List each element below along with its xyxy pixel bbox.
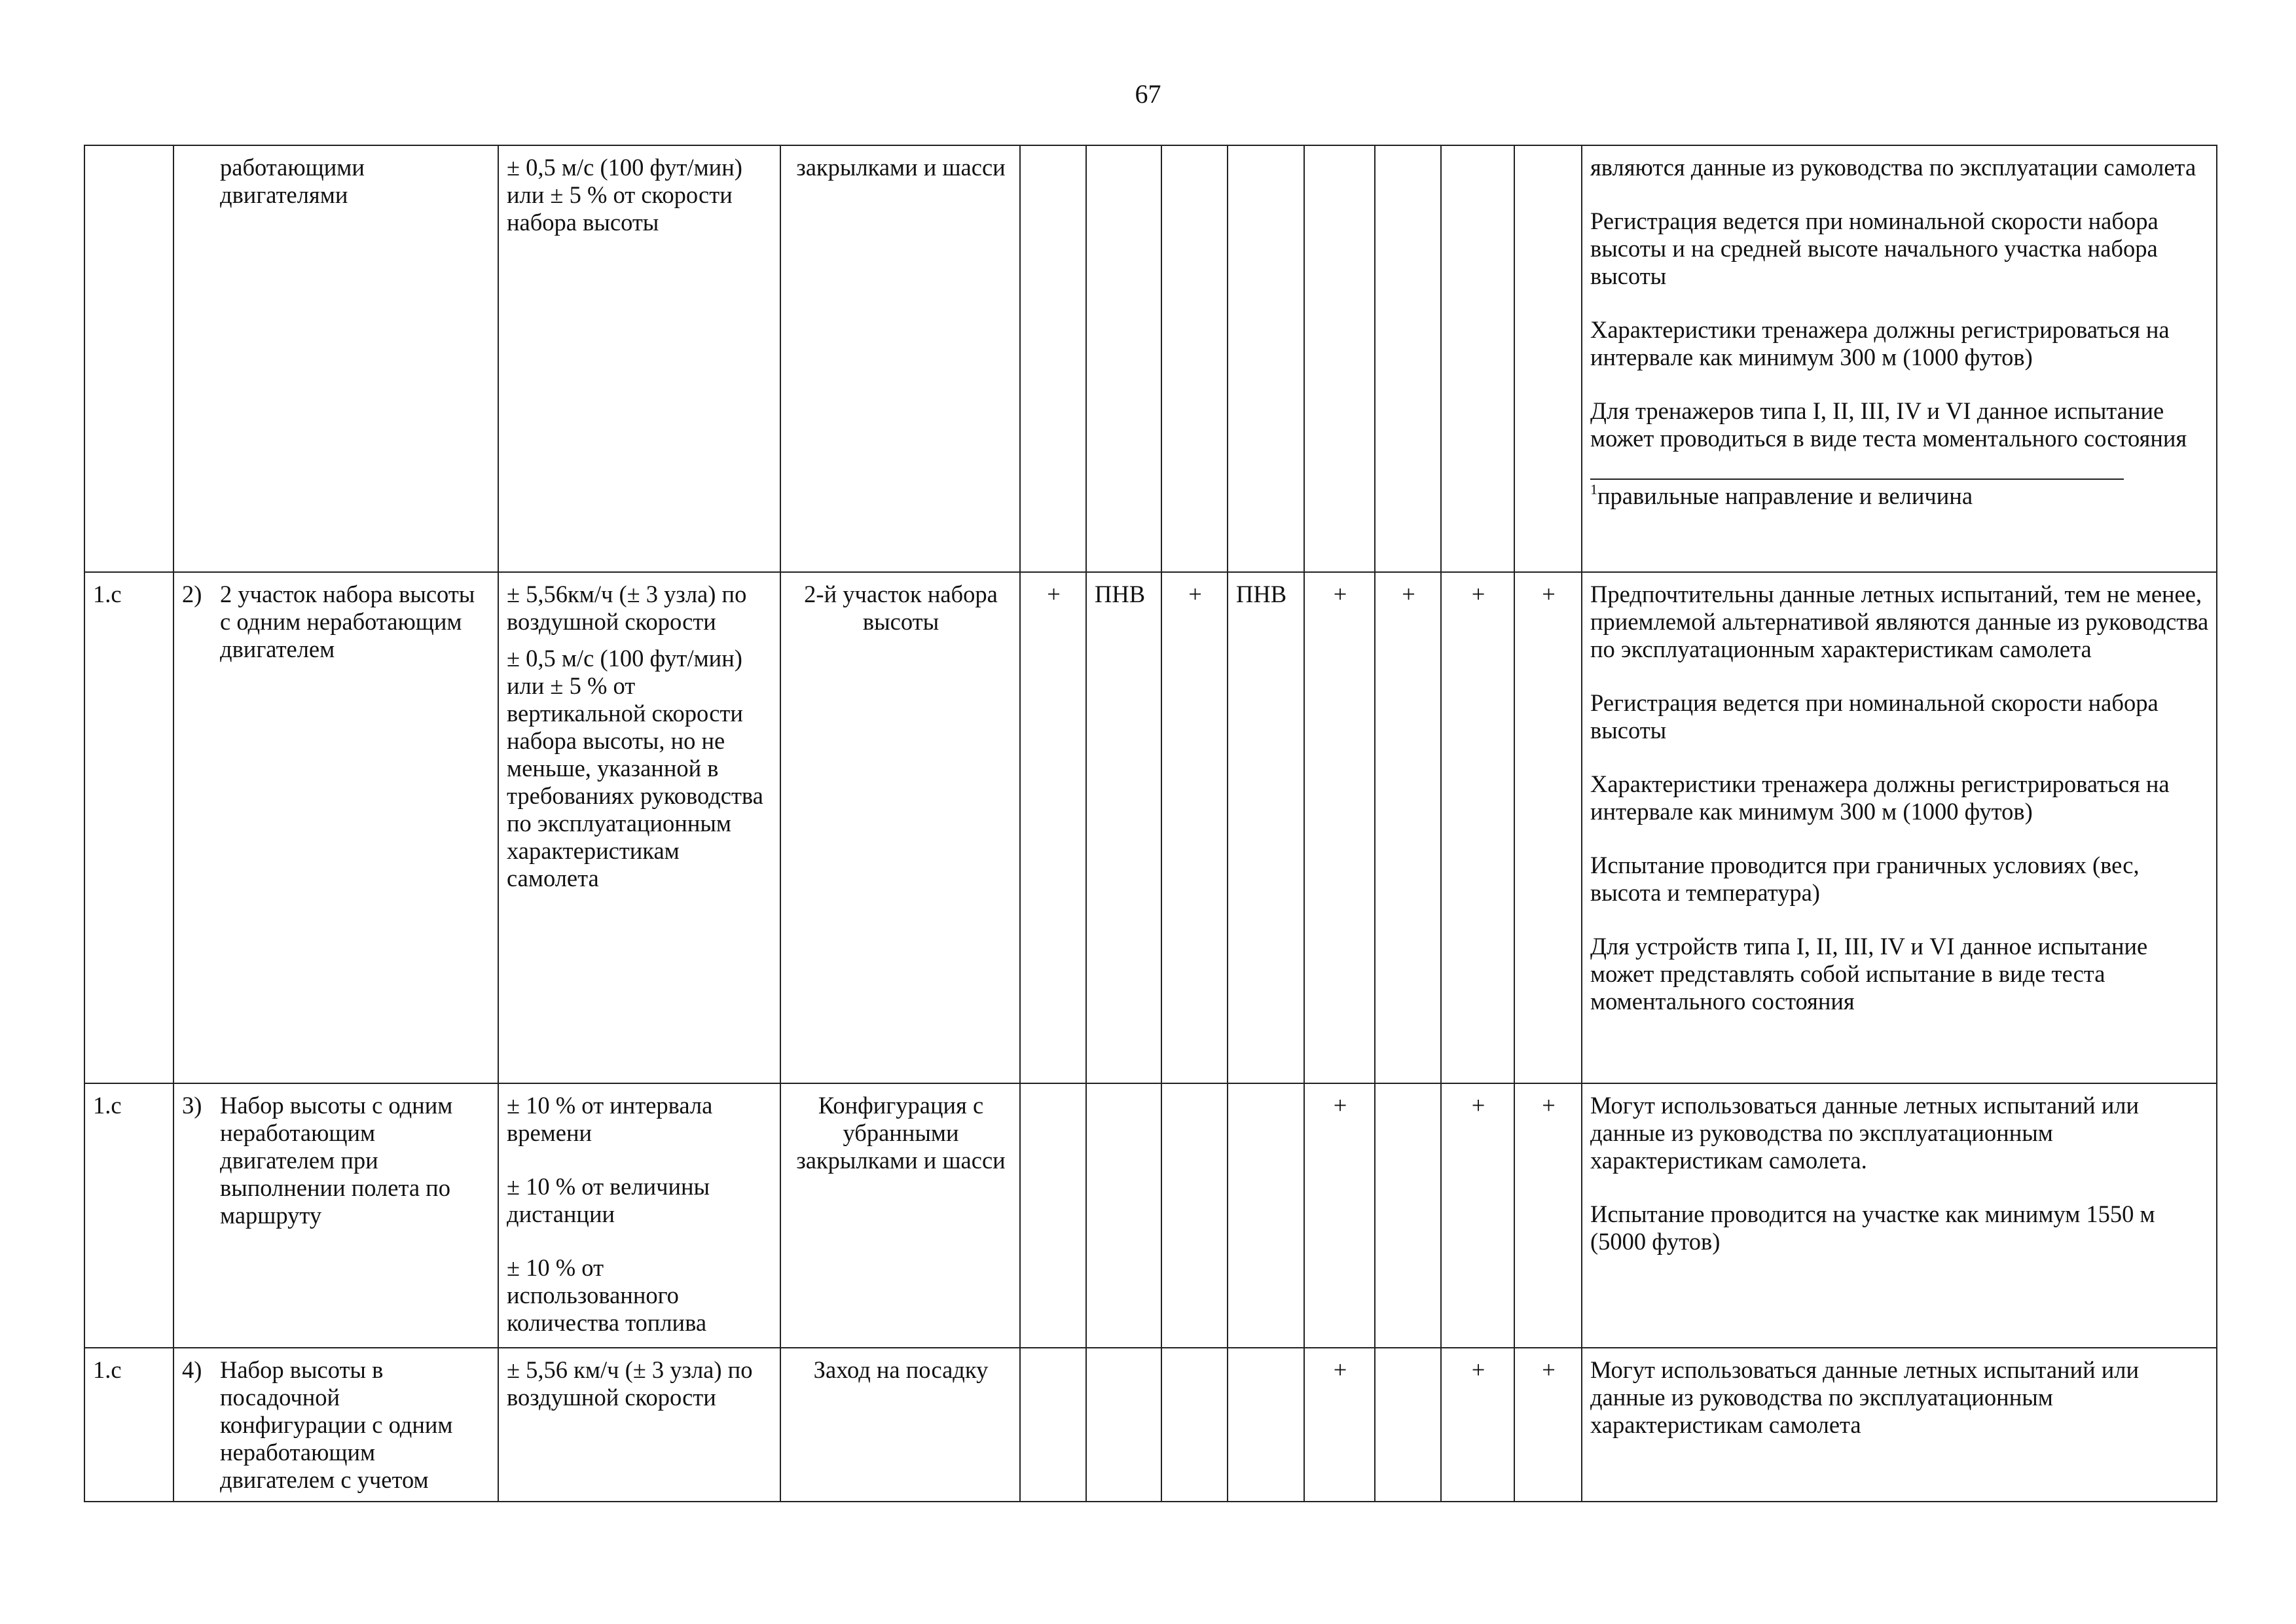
tolerance-text: ± 10 % от величины дистанции (507, 1173, 710, 1227)
note-text: Испытание проводится при граничных условиях (вес, высота и температура) (1590, 852, 2140, 906)
tolerance-text: ± 10 % от использованного количества топлива (507, 1254, 707, 1336)
mark-cell: + (1514, 1348, 1582, 1502)
mark-cell (1020, 1083, 1086, 1348)
mark-cell (1514, 145, 1582, 572)
mark-cell: + (1304, 572, 1375, 1083)
mark-cell (1375, 1348, 1441, 1502)
tolerance-cell (498, 572, 780, 1083)
mark-cell (1086, 1083, 1161, 1348)
mark-cell (1441, 145, 1514, 572)
page-number: 67 (1135, 79, 1161, 109)
note-text: Регистрация ведется при номинальной скорости набора высоты (1590, 689, 2159, 744)
test-name-cell (173, 1348, 498, 1502)
note-text: Характеристики тренажера должны регистрироваться на интервале как минимум 300 м (1000 футов) (1590, 770, 2170, 825)
test-name-cell (173, 145, 498, 572)
test-number: 4) (182, 1356, 202, 1383)
table-row (84, 572, 2217, 1083)
mark-cell (1228, 1083, 1304, 1348)
test-number: 2) (182, 581, 202, 607)
mark-cell (1228, 145, 1304, 572)
tolerance-text: ± 5,56 км/ч (± 3 узла) по воздушной скорости (507, 1356, 753, 1411)
note-text: Регистрация ведется при номинальной скорости набора высоты и на средней высоте начального участка набора высоты (1590, 208, 2159, 289)
notes-cell (1582, 1348, 2217, 1502)
footnote-mark: 1 (1590, 480, 1597, 497)
note-text: Могут использоваться данные летных испытаний или данные из руководства по эксплуатационным характеристикам самолета. (1590, 1092, 2140, 1174)
section-code-cell: 1.c (84, 1348, 173, 1502)
mark-cell: + (1304, 1083, 1375, 1348)
mark-cell (1161, 1083, 1228, 1348)
notes-cell (1582, 1083, 2217, 1348)
section-code-cell (84, 145, 173, 572)
test-name: Набор высоты с одним неработающим двигателем при выполнении полета по маршруту (220, 1092, 453, 1229)
tolerance-text: ± 10 % от интервала времени (507, 1092, 713, 1146)
tolerance-cell (498, 145, 780, 572)
conditions-cell: Заход на посадку (780, 1348, 1020, 1502)
section-code-cell: 1.c (84, 1083, 173, 1348)
mark-cell (1086, 145, 1161, 572)
mark-cell (1375, 1083, 1441, 1348)
mark-cell: + (1514, 572, 1582, 1083)
mark-cell (1086, 1348, 1161, 1502)
test-name: 2 участок набора высоты с одним неработающим двигателем (220, 581, 475, 662)
mark-cell: + (1020, 572, 1086, 1083)
mark-cell: + (1441, 572, 1514, 1083)
footnote-text: правильные направление и величина (1597, 482, 1973, 509)
conditions-cell: Конфигурация с убранными закрылками и шасси (780, 1083, 1020, 1348)
test-name-cell (173, 572, 498, 1083)
table-row (84, 1348, 2217, 1502)
mark-cell (1020, 145, 1086, 572)
notes-cell (1582, 145, 2217, 572)
mark-cell: + (1441, 1348, 1514, 1502)
table-row (84, 1083, 2217, 1348)
mark-cell: + (1375, 572, 1441, 1083)
test-number: 3) (182, 1092, 202, 1119)
note-text: Для устройств типа I, II, III, IV и VI данное испытание может представлять собой испытание в виде теста моментального состояния (1590, 933, 2148, 1015)
mark-cell: + (1514, 1083, 1582, 1348)
test-number (182, 154, 220, 209)
mark-cell (1375, 145, 1441, 572)
notes-cell (1582, 572, 2217, 1083)
mark-cell (1020, 1348, 1086, 1502)
note-text: Характеристики тренажера должны регистрироваться на интервале как минимум 300 м (1000 футов) (1590, 316, 2170, 370)
mark-cell (1228, 1348, 1304, 1502)
mark-cell (1161, 145, 1228, 572)
note-text: Испытание проводится на участке как минимум 1550 м (5000 футов) (1590, 1200, 2155, 1255)
mark-cell: ПНВ (1086, 572, 1161, 1083)
test-name-cell (173, 1083, 498, 1348)
note-text: Для тренажеров типа I, II, III, IV и VI данное испытание может проводиться в виде теста моментального состояния (1590, 397, 2187, 452)
tolerance-text: ± 0,5 м/с (100 фут/мин) или ± 5 % от вертикальной скорости набора высоты, но не меньше, указанной в требованиях руководства по эксплуатационным характеристикам самолета (507, 645, 763, 892)
section-code-cell: 1.c (84, 572, 173, 1083)
note-text: являются данные из руководства по эксплуатации самолета (1590, 154, 2196, 181)
test-requirements-table (84, 145, 2217, 1502)
conditions-cell: 2-й участок набора высоты (780, 572, 1020, 1083)
test-name: Набор высоты в посадочной конфигурации с одним неработающим двигателем с учетом (220, 1356, 453, 1493)
mark-cell: + (1441, 1083, 1514, 1348)
note-text: Предпочтительны данные летных испытаний, тем не менее, приемлемой альтернативой являются данные из руководства по эксплуатационным характеристикам самолета (1590, 581, 2209, 662)
mark-cell: + (1304, 1348, 1375, 1502)
tolerance-text: ± 5,56км/ч (± 3 узла) по воздушной скорости (507, 581, 747, 635)
mark-cell (1304, 145, 1375, 572)
mark-cell: ПНВ (1228, 572, 1304, 1083)
mark-cell (1161, 1348, 1228, 1502)
table-row (84, 145, 2217, 572)
footnote (1590, 482, 2210, 510)
conditions-cell: закрылками и шасси (780, 145, 1020, 572)
note-text: Могут использоваться данные летных испытаний или данные из руководства по эксплуатационным характеристикам самолета (1590, 1356, 2140, 1438)
mark-cell: + (1161, 572, 1228, 1083)
test-name: работающими двигателями (220, 154, 365, 208)
tolerance-text: ± 0,5 м/с (100 фут/мин) или ± 5 % от скорости набора высоты (507, 154, 742, 236)
footnote-separator (1590, 478, 2124, 480)
tolerance-cell (498, 1348, 780, 1502)
tolerance-cell (498, 1083, 780, 1348)
